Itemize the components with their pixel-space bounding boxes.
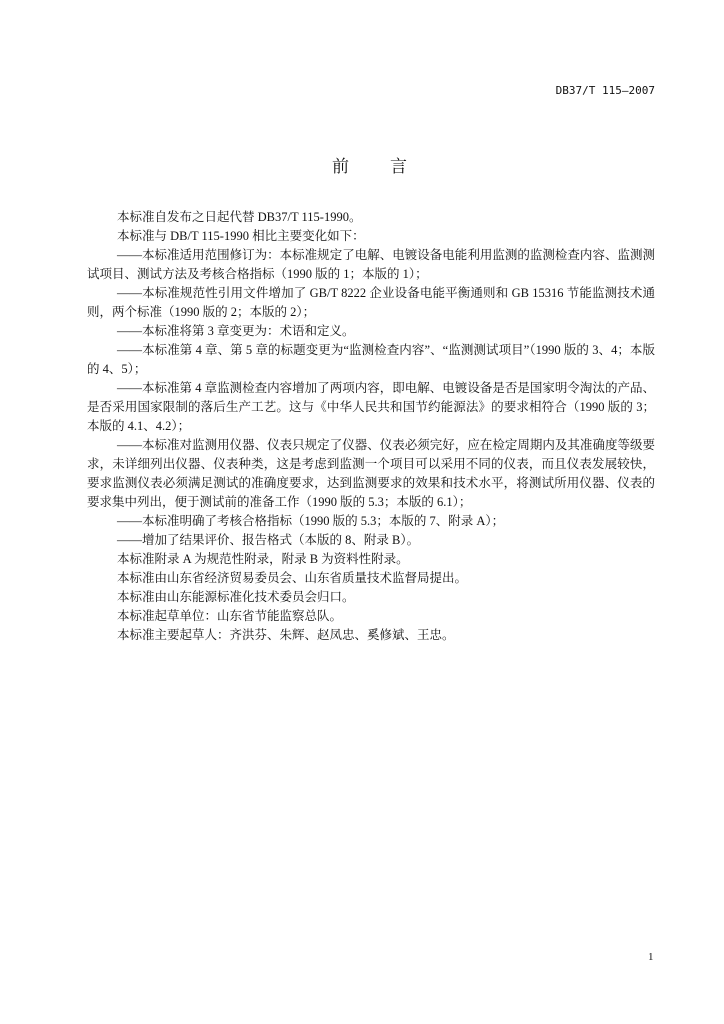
change-item: ——本标准第 4 章监测检查内容增加了两项内容，即电解、电镀设备是否是国家明令淘汰的产品、是否采用国家限制的落后生产工艺。这与《中华人民共和国节约能源法》的要求相符合（1990 版的 3；本版的 4.1、4.2）； [87,381,655,433]
change-item: ——本标准对监测用仪器、仪表只规定了仪器、仪表必须完好，应在检定周期内及其准确度等级要求，未详细列出仪器、仪表种类，这是考虑到监测一个项目可以采用不同的仪表，而且仪表发展较快，要求监测仪表必须满足测试的准确度要求，达到监测要求的效果和技术水平，将测试所用仪器、仪表的要求集中列出，便于测试前的准备工作（1990 版的 5.3；本版的 6.1）； [87,438,655,509]
paragraph: 本标准由山东能源标准化技术委员会归口。 [117,590,355,604]
paragraph: 本标准与 DB/T 115-1990 相比主要变化如下： [117,229,365,243]
page-title: 前言 [332,157,448,177]
change-item: ——增加了结果评价、报告格式（本版的 8、附录 B）。 [117,533,420,547]
change-item: ——本标准明确了考核合格指标（1990 版的 5.3；本版的 7、附录 A）； [117,514,505,528]
paragraph: 本标准主要起草人：齐洪芬、朱辉、赵凤忠、奚修斌、王忠。 [117,628,455,642]
page-number: 1 [648,951,654,963]
foreword-body [87,208,655,645]
change-item: ——本标准规范性引用文件增加了 GB/T 8222 企业设备电能平衡通则和 GB 15316 节能监测技术通则，两个标准（1990 版的 2；本版的 2）； [87,286,655,319]
change-item: ——本标准将第 3 章变更为：术语和定义。 [117,324,355,338]
standard-code: DB37/T 115—2007 [555,84,655,97]
paragraph: 本标准起草单位：山东省节能监察总队。 [117,609,343,623]
paragraph: 本标准附录 A 为规范性附录，附录 B 为资料性附录。 [117,552,409,566]
paragraph: 本标准由山东省经济贸易委员会、山东省质量技术监督局提出。 [117,571,468,585]
change-item: ——本标准适用范围修订为：本标准规定了电解、电镀设备电能利用监测的监测检查内容、监测测试项目、测试方法及考核合格指标（1990 版的 1；本版的 1）； [87,248,655,281]
paragraph: 本标准自发布之日起代替 DB37/T 115-1990。 [117,210,362,224]
change-item: ——本标准第 4 章、第 5 章的标题变更为“监测检查内容”、“监测测试项目”（1990 版的 3、4；本版的 4、5）； [87,343,655,376]
